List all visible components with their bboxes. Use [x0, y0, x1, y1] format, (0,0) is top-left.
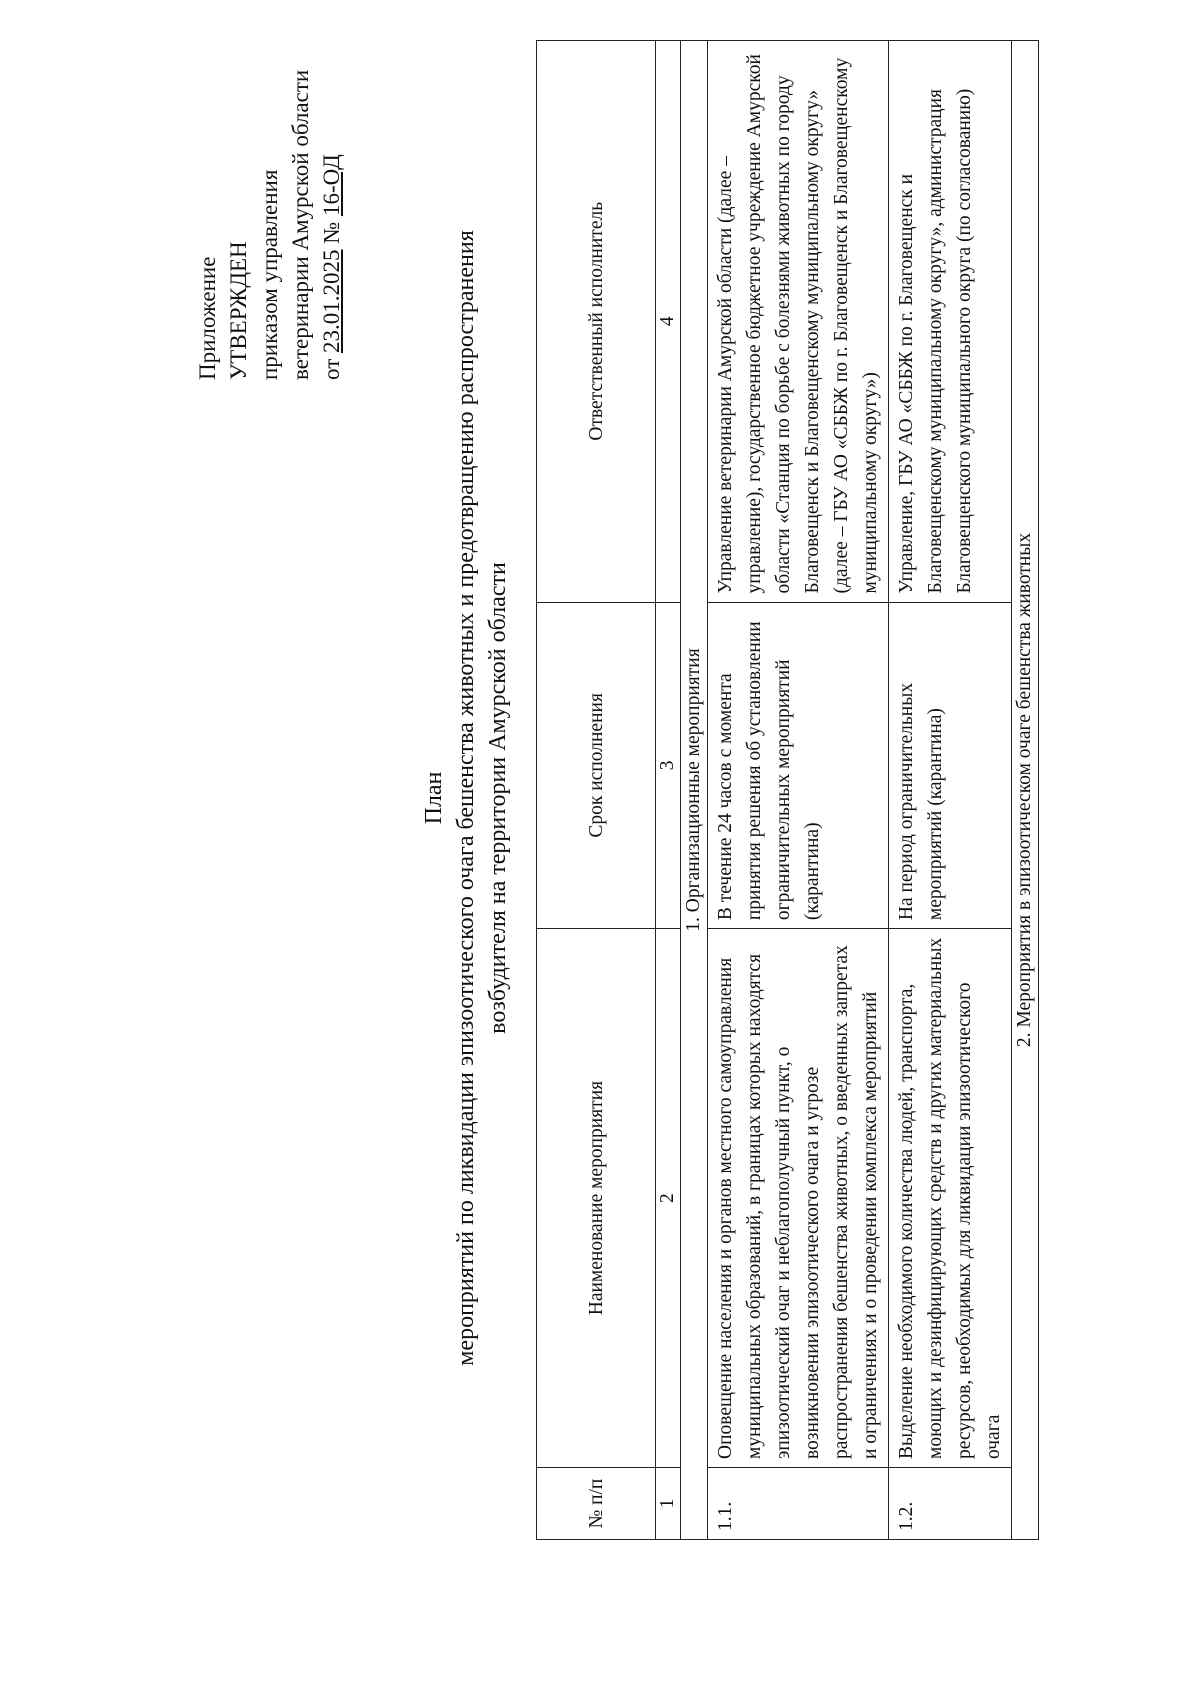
table-row: [889, 41, 1012, 1540]
section-title: 1. Организационные мероприятия: [681, 41, 708, 1540]
row-executor: Управление ветеринарии Амурской области (далее – управление), государственное бюджетное учреждение Амурской области «Станция по борьбе с болезнями животных по городу Благовещенск и Благовещенскому муниципальному округу» (далее – ГБУ АО «СББЖ по г. Благовещенск и Благовещенскому муниципальному округу»): [708, 41, 889, 603]
approval-approved: УТВЕРЖДЕН: [226, 241, 251, 380]
row-executor: Управление, ГБУ АО «СББЖ по г. Благовещенск и Благовещенскому муниципальному округу», администрация Благовещенского муниципального округа (по согласованию): [889, 41, 1012, 603]
header-measure: Наименование мероприятия: [537, 929, 656, 1468]
table-column-numbers-row: [656, 41, 681, 1540]
title-region: возбудителя на территории Амурской области: [485, 562, 511, 1034]
approval-order-line: приказом управления: [257, 169, 282, 380]
row-term: На период ограничительных мероприятий (карантина): [889, 602, 1012, 929]
table-header-row: [537, 41, 656, 1540]
approval-date: 23.01.2025: [319, 249, 344, 353]
header-executor: Ответственный исполнитель: [537, 41, 656, 603]
column-number: 1: [656, 1468, 681, 1540]
column-number: 2: [656, 929, 681, 1468]
approval-date-line: [316, 20, 347, 380]
approval-number-sign: №: [319, 221, 344, 244]
approval-number: 16-ОД: [319, 154, 344, 217]
approval-authority-line: ветеринарии Амурской области: [288, 69, 313, 380]
header-term: Срок исполнения: [537, 602, 656, 929]
row-term: В течение 24 часов с момента принятия решения об установлении ограничительных мероприятий (карантина): [708, 602, 889, 929]
title-plan: План: [421, 771, 447, 825]
approval-appendix: Приложение: [195, 256, 220, 380]
column-number: 4: [656, 41, 681, 603]
row-measure: Оповещение населения и органов местного самоуправления муниципальных образований, в границах которых находятся эпизоотический очаг и неблагополучный пункт, о возникновении эпизоотического очага и угрозе распространения бешенства животных, о введенных запретах и ограничениях и о проведении комплекса мероприятий: [708, 929, 889, 1468]
header-number: № п/п: [537, 1468, 656, 1540]
row-number: 1.2.: [889, 1468, 1012, 1540]
approval-date-prefix: от: [319, 358, 344, 380]
section-row: [681, 41, 708, 1540]
document-title: [418, 38, 514, 1558]
section-row: [1012, 41, 1039, 1540]
table-row: [708, 41, 889, 1540]
title-subject: мероприятий по ликвидации эпизоотического очага бешенства животных и предотвращению распространения: [453, 230, 479, 1366]
section-title: 2. Мероприятия в эпизоотическом очаге бешенства животных: [1012, 41, 1039, 1540]
column-number: 3: [656, 602, 681, 929]
row-measure: Выделение необходимого количества людей, транспорта, моющих и дезинфицирующих средств и других материальных ресурсов, необходимых для ликвидации эпизоотического очага: [889, 929, 1012, 1468]
row-number: 1.1.: [708, 1468, 889, 1540]
plan-table: [536, 40, 1039, 1540]
approval-block: [192, 20, 347, 380]
